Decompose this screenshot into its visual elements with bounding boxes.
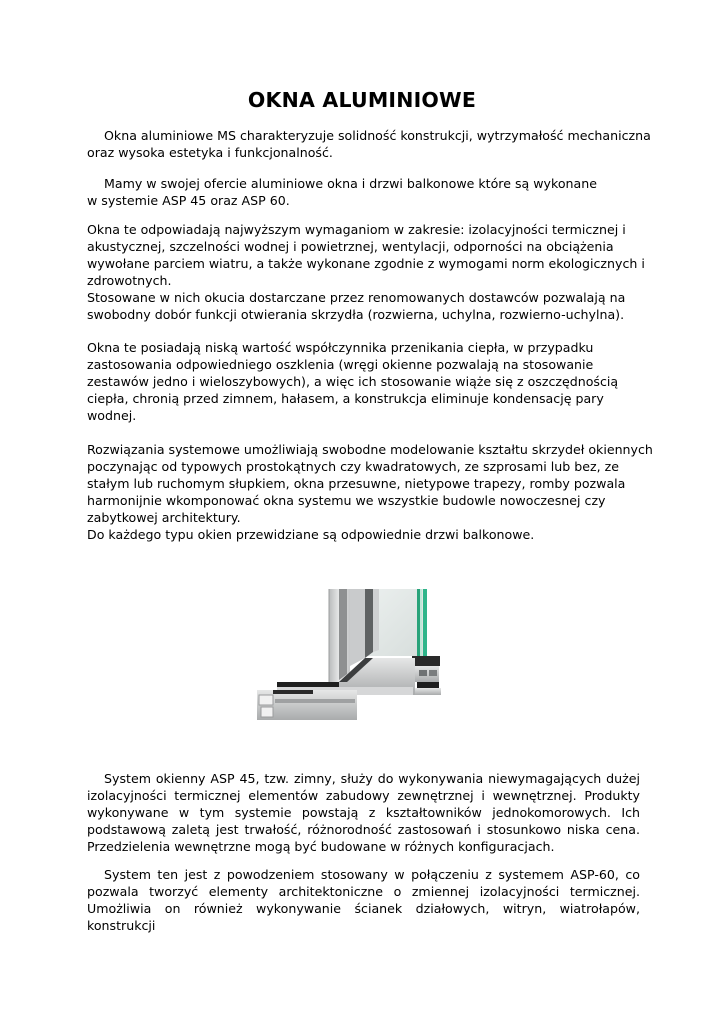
paragraph-asp60 — [87, 866, 640, 934]
text-line: zastosowania odpowiedniego oszklenia (wręgi okienne pozwalają na stosowanie — [87, 357, 594, 372]
text-line: stałym lub ruchomym słupkiem, okna przesuwne, nietypowe trapezy, romby pozwala — [87, 476, 626, 491]
page-title: OKNA ALUMINIOWE — [247, 88, 477, 112]
text-line: zestawów jedno i wieloszybowych), a więc ich stosowanie wiąże się z oszczędnością — [87, 374, 619, 389]
window-profile-image — [247, 586, 454, 725]
paragraph-thermal — [87, 339, 640, 424]
text-line: Okna te odpowiadają najwyższym wymaganiom w zakresie: izolacyjności termicznej i — [87, 222, 626, 237]
text-line: wykonywane w tym systemie powstają z kształtowników jednokomorowych. Ich — [87, 805, 640, 820]
text-line: Rozwiązania systemowe umożliwiają swobodne modelowanie kształtu skrzydeł okiennych — [87, 442, 653, 457]
paragraph-offer — [87, 175, 640, 209]
text-line: Mamy w swojej ofercie aluminiowe okna i drzwi balkonowe które są wykonane — [104, 176, 597, 191]
text-line: zdrowotnych. — [87, 273, 172, 288]
paragraph-asp45 — [87, 770, 640, 855]
text-line: w systemie ASP 45 oraz ASP 60. — [87, 193, 290, 208]
text-line: Umożliwia on również wykonywanie ścianek działowych, witryn, wiatrołapów, konstrukcji — [87, 901, 640, 933]
text-line: akustycznej, szczelności wodnej i powietrznej, wentylacji, odporności na obciążenia — [87, 239, 614, 254]
text-line: Do każdego typu okien przewidziane są odpowiednie drzwi balkonowe. — [87, 527, 535, 542]
text-line: wodnej. — [87, 408, 137, 423]
text-line: System ten jest z powodzeniem stosowany w połączeniu z systemem ASP-60, co — [104, 867, 640, 882]
paragraph-requirements — [87, 221, 645, 323]
paragraph-systems — [87, 441, 653, 543]
text-line: Stosowane w nich okucia dostarczane przez renomowanych dostawców pozwalają na — [87, 290, 626, 305]
text-line: Okna aluminiowe MS charakteryzuje solidność konstrukcji, wytrzymałość mechaniczna — [104, 128, 651, 143]
text-line: poczynając od typowych prostokątnych czy kwadratowych, ze szprosami lub bez, ze — [87, 459, 619, 474]
text-line: podstawową zaletą jest trwałość, różnorodność zastosowań i stosunkowo niska cena. — [87, 822, 640, 837]
text-line: oraz wysoka estetyka i funkcjonalność. — [87, 145, 333, 160]
text-line: wywołane parciem wiatru, a także wykonane zgodnie z wymogami norm ekologicznych i — [87, 256, 645, 271]
text-line: ciepła, chronią przed zimnem, hałasem, a konstrukcja eliminuje kondensację pary — [87, 391, 604, 406]
text-line: Okna te posiadają niską wartość współczynnika przenikania ciepła, w przypadku — [87, 340, 594, 355]
text-line: harmonijnie wkomponować okna systemu we wszystkie budowle nowoczesnej czy — [87, 493, 606, 508]
text-line: swobodny dobór funkcji otwierania skrzydła (rozwierna, uchylna, rozwierno-uchylna). — [87, 307, 625, 322]
paragraph-intro — [87, 127, 651, 161]
text-line: Przedzielenia wewnętrzne mogą być budowane w różnych konfiguracjach. — [87, 839, 555, 854]
text-line: izolacyjności termicznej elementów zabudowy zewnętrznej i wewnętrznej. Produkty — [87, 788, 640, 803]
text-line: System okienny ASP 45, tzw. zimny, służy do wykonywania niewymagających dużej — [104, 771, 640, 786]
text-line: zabytkowej architektury. — [87, 510, 241, 525]
text-line: pozwala tworzyć elementy architektoniczne o zmiennej izolacyjności termicznej. — [87, 884, 640, 899]
aluminium-window-profile-illustration — [247, 586, 454, 725]
